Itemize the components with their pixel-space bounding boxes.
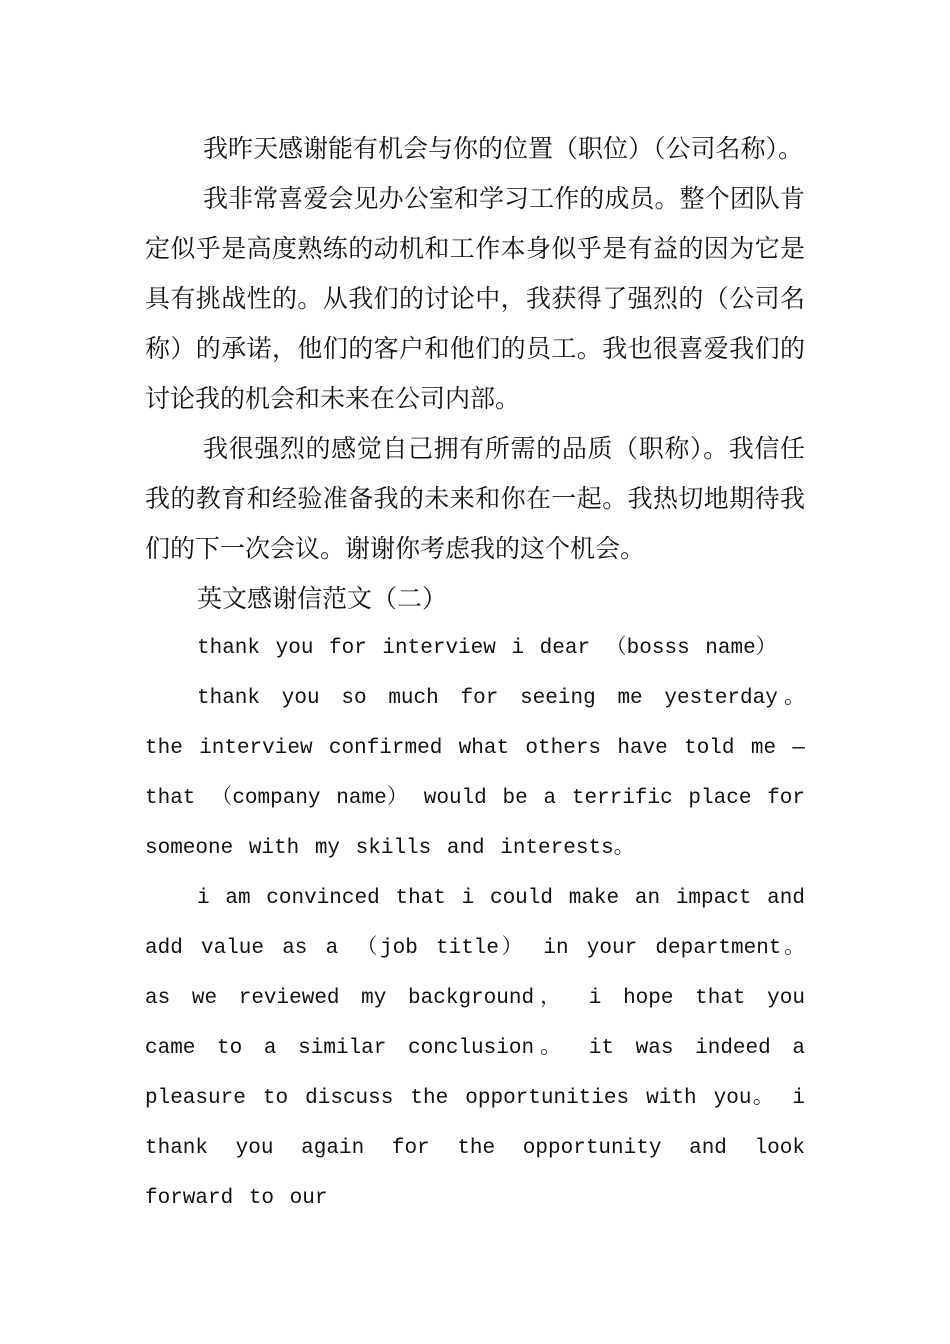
paragraph-qualities: 我很强烈的感觉自己拥有所需的品质（职称）。我信任我的教育和经验准备我的未来和你在一起。我热切地期待我们的下一次会议。谢谢你考虑我的这个机会。	[145, 434, 805, 563]
paragraph-intro: 我昨天感谢能有机会与你的位置（职位）（公司名称）。	[203, 134, 804, 163]
letter-greeting: thank you for interview i dear （bosss name）	[197, 637, 777, 660]
english-paragraph-thanks: thank you so much for seeing me yesterday。 the interview confirmed what others have told me — that （company name） would be a terrific place for someone with my skills and interests。	[145, 687, 805, 860]
paragraph-team: 我非常喜爱会见办公室和学习工作的成员。整个团队肯定似乎是高度熟练的动机和工作本身似乎是有益的因为它是具有挑战性的。从我们的讨论中，我获得了强烈的（公司名称）的承诺，他们的客户和他们的员工。我也很喜爱我们的讨论我的机会和未来在公司内部。	[145, 184, 805, 413]
section-heading: 英文感谢信范文（二）	[197, 584, 448, 613]
english-paragraph-value: i am convinced that i could make an impact and add value as a （job title） in your department。 as we reviewed my background， i hope that you came to a similar conclusion。 it was indeed a pleasure to discuss the opportunities with you。 i thank you again for the opportunity and look forward to our	[145, 887, 805, 1210]
document-body	[145, 124, 805, 1224]
